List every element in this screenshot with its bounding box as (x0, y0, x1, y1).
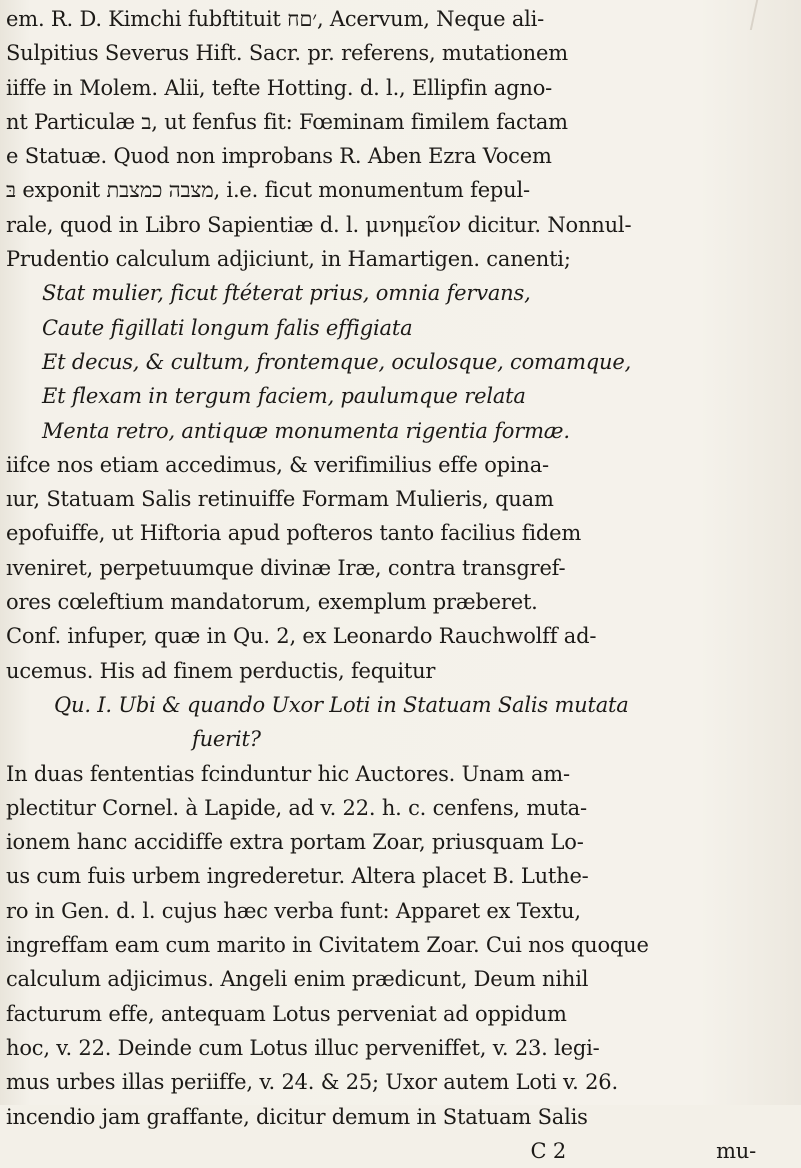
text-line: incendio jam graffante, dicitur demum in Statuam Salis (6, 1104, 588, 1129)
text-line: em. R. D. Kimchi fubftituit ׳םח, Acervum, Neque ali- (6, 7, 545, 31)
text-line: ucemus. His ad finem perductis, fequitur (6, 658, 436, 683)
text-line: ingreffam eam cum marito in Civitatem Zoar. Cui nos quoque (6, 933, 649, 958)
text-line: Et decus, & cultum, frontemque, oculosque, comamque, (42, 349, 632, 374)
text-line: us cum fuis urbem ingrederetur. Altera placet B. Luthe- (6, 864, 589, 889)
text-line: plectitur Cornel. à Lapide, ad v. 22. h. c. cenfens, muta- (6, 795, 587, 820)
text-line: In duas fententias fcinduntur hic Auctores. Unam am- (6, 761, 570, 786)
text-line: Prudentio calculum adjiciunt, in Hamartigen. canenti; (6, 247, 571, 272)
signature-mark: C 2 (530, 1138, 567, 1163)
text-line: Caute figillati longum falis effigiata (42, 315, 413, 340)
text-line: nt Particulæ ב, ut fenfus fit: Fœminam fimilem factam (6, 109, 568, 134)
text-line: hoc, v. 22. Deinde cum Lotus illuc perveniffet, v. 23. legi- (6, 1035, 600, 1060)
text-line: Sulpitius Severus Hift. Sacr. pr. referens, mutationem (6, 41, 568, 66)
text-line: ores cœleftium mandatorum, exemplum præberet. (6, 590, 538, 615)
text-line: Et flexam in tergum faciem, paulumque relata (42, 384, 526, 409)
text-line: Stat mulier, ficut ftéterat prius, omnia fervans, (42, 281, 531, 306)
text-line: Menta retro, antiquæ monumenta rigentia formæ. (42, 418, 570, 443)
text-line: Conf. infuper, quæ in Qu. 2, ex Leonardo Rauchwolff ad- (6, 624, 597, 649)
text-line: ıur, Statuam Salis retinuiffe Formam Mulieris, quam (6, 487, 554, 512)
text-line: בּ exponit מצבה כמצבת, i.e. ficut monumentum fepul- (6, 178, 530, 203)
text-line: iiffe in Molem. Alii, tefte Hotting. d. l., Ellipfin agno- (6, 75, 553, 100)
text-line: Qu. I. Ubi & quando Uxor Loti in Statuam Salis mutata (54, 692, 629, 717)
text-line: epofuiffe, ut Hiftoria apud pofteros tanto facilius fidem (6, 521, 582, 546)
text-line: mus urbes illas periiffe, v. 24. & 25; Uxor autem Loti v. 26. (6, 1070, 618, 1095)
catchword: mu- (716, 1138, 756, 1163)
text-line: iifce nos etiam accedimus, & verifimilius effe opina- (6, 452, 549, 477)
text-line: ionem hanc accidiffe extra portam Zoar, priusquam Lo- (6, 830, 584, 855)
text-line: fuerit? (192, 727, 261, 752)
text-line: ro in Gen. d. l. cujus hæc verba funt: Apparet ex Textu, (6, 898, 581, 923)
text-line: e Statuæ. Quod non improbans R. Aben Ezra Vocem (6, 144, 552, 169)
text-block (6, 2, 796, 1168)
page-footer (6, 1134, 796, 1168)
text-line: ıveniret, perpetuumque divinæ Iræ, contra transgref- (6, 555, 566, 580)
text-line: facturum effe, antequam Lotus perveniat ad oppidum (6, 1001, 567, 1026)
text-line: rale, quod in Libro Sapientiæ d. l. μνημεῖον dicitur. Nonnul- (6, 212, 632, 237)
text-line: calculum adjicimus. Angeli enim prædicunt, Deum nihil (6, 967, 589, 992)
